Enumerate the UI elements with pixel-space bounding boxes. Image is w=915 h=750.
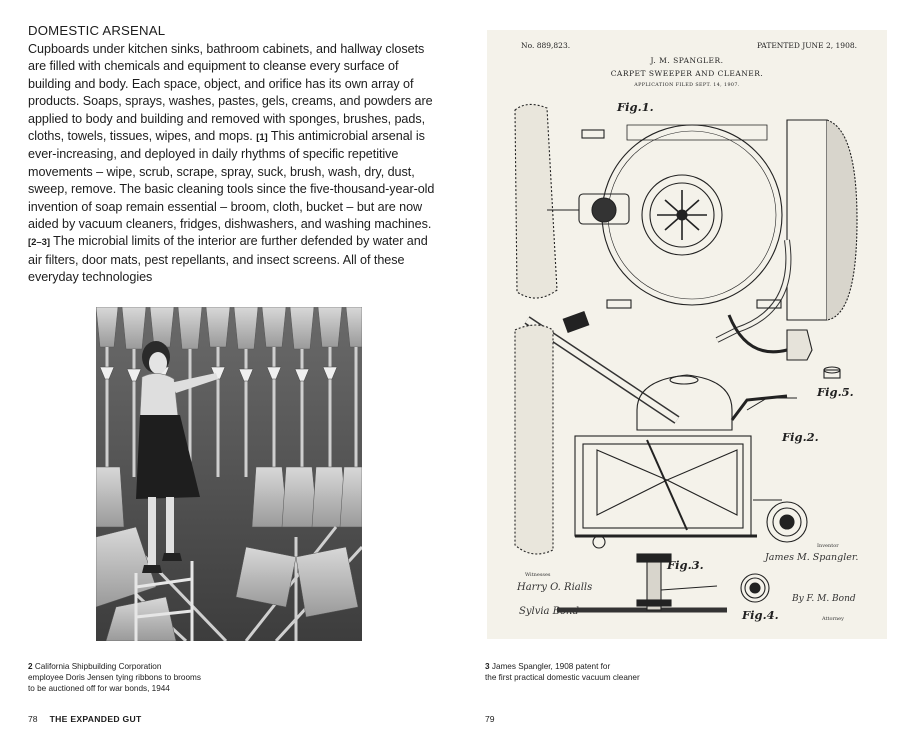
- patent-title: CARPET SWEEPER AND CLEANER.: [610, 69, 764, 78]
- reference-1: [1]: [256, 132, 268, 144]
- folio-left: [28, 714, 142, 724]
- caption-line-1: California Shipbuilding Corporation: [34, 662, 162, 671]
- figure-caption-3: [485, 661, 715, 683]
- left-page: [0, 0, 457, 750]
- patent-filed: APPLICATION FILED SEPT. 14, 1907.: [634, 83, 740, 88]
- body-paragraph: [28, 41, 438, 287]
- paragraph-part-1: Cupboards under kitchen sinks, bathroom cabinets, and hallway closets are filled with chemicals and equipment to cleanse every surface of building and body. Each space, object, and orifice has its own array of products. Soaps, sprays, washes, pastes, gels, creams, and powders are applied to body and building and removed with sponges, brushes, pads, cloths, towels, tissues, wipes, and mops.: [28, 42, 433, 144]
- caption-line-2: employee Doris Jensen tying ribbons to brooms: [28, 673, 201, 682]
- attorney-signature: By F. M. Bond: [792, 594, 856, 604]
- figure-caption-2: [28, 661, 258, 694]
- running-head: THE EXPANDED GUT: [49, 714, 142, 724]
- caption-line-2: the first practical domestic vacuum cleaner: [485, 673, 640, 682]
- caption-line-3: to be auctioned off for war bonds, 1944: [28, 684, 170, 693]
- patent-date: PATENTED JUNE 2, 1908.: [756, 41, 857, 50]
- caption-line-1: James Spangler, 1908 patent for: [491, 662, 611, 671]
- patent-inventor: J. M. SPANGLER.: [650, 56, 724, 65]
- section-heading: DOMESTIC ARSENAL: [28, 23, 166, 38]
- folio-right: [485, 714, 495, 724]
- fig-1-label: Fig.1.: [617, 100, 654, 114]
- caption-number: 3: [485, 662, 490, 671]
- fig-4-label: Fig.4.: [742, 608, 779, 622]
- fig-2-label: Fig.2.: [782, 430, 819, 444]
- caption-number: 2: [28, 662, 33, 671]
- paragraph-part-2: This antimicrobial arsenal is ever-increasing, and deployed in daily rhythms of specific repetitive movements – wipe, scrub, scrape, spray, suck, brush, wash, dry, dust, sweep, remove. The basic cleaning tools since the five-thousand-year-old invention of soap remain essential – broom, cloth, bucket – but are now aided by vacuum cleaners, fridges, dishwashers, and washing machines.: [28, 129, 435, 232]
- broom-photo: [96, 307, 362, 641]
- witness-2-signature: Sylvia Bond: [519, 606, 579, 617]
- witness-1-signature: Harry O. Rialls: [517, 582, 593, 593]
- page-number: 78: [28, 714, 38, 724]
- patent-drawing: [487, 30, 887, 639]
- paragraph-part-3: The microbial limits of the interior are further defended by water and air filters, door mats, pest repellants, and insect screens. All of these everyday technologies: [28, 234, 428, 285]
- page-number: 79: [485, 714, 495, 724]
- inventor-label: Inventor: [817, 543, 839, 549]
- right-page: [457, 0, 915, 750]
- reference-2-3: [2–3]: [28, 237, 50, 249]
- witnesses-label: Witnesses: [525, 572, 551, 578]
- fig-3-label: Fig.3.: [667, 558, 704, 572]
- attorney-label: Attorney: [822, 616, 844, 622]
- patent-number: No. 889,823.: [521, 41, 571, 50]
- inventor-signature: James M. Spangler.: [765, 552, 859, 563]
- fig-5-label: Fig.5.: [817, 385, 854, 399]
